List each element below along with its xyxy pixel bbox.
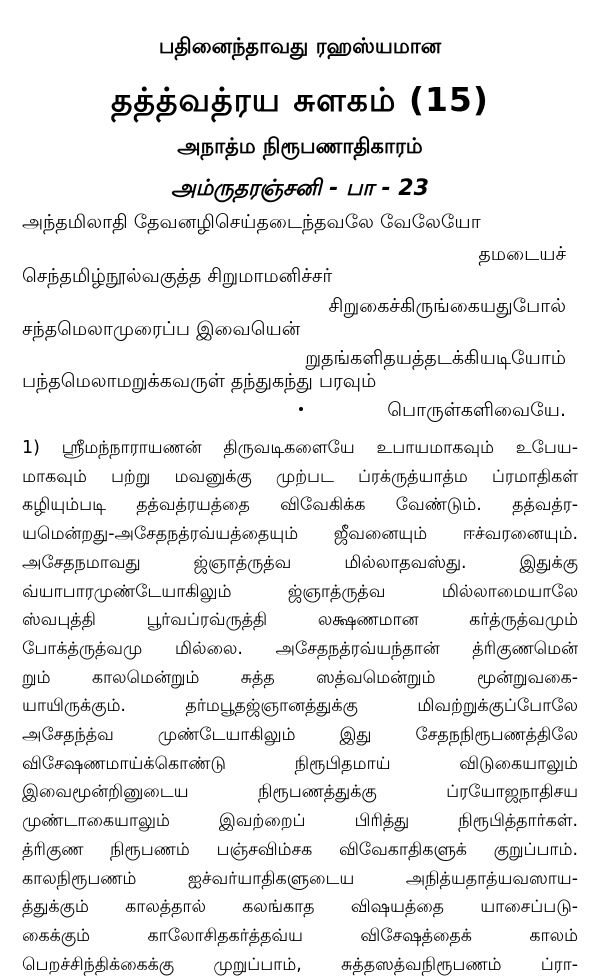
separator-dot xyxy=(299,407,303,411)
commentary-line: அசேதந்த்வ முண்டேயாகிலும் இது சேதநநிரூபணத்திலே xyxy=(22,725,578,746)
commentary-line: அசேதநமாவது ஜ்ஞாத்ருத்வ மில்லாதவஸ்து. இதுக்கு xyxy=(22,552,578,573)
commentary-line: யமென்றது-அசேதநத்ரவ்யத்தையும் ஜீவனையும் ஈச்வரனையும். xyxy=(22,524,578,545)
verse-line: அந்தமிலாதி தேவனழிசெய்தடைந்தவலே வேலேயோ xyxy=(22,211,481,233)
commentary-line: காலநிரூபணம் ஐச்வர்யாதிகளுடைய அநித்யதாத்யவஸாய- xyxy=(22,868,578,889)
section-heading: அநாத்ம நிரூபணாதிகாரம் xyxy=(177,134,423,158)
commentary-line: த்ரிகுண நிரூபணம் பஞ்சவிம்சக விவேகாதிகளுக் குறுப்பாம். xyxy=(22,839,578,860)
commentary-line: முண்டாகையாலும் இவற்றைப் பிரித்து நிரூபித்தார்கள். xyxy=(22,811,578,832)
commentary-line: இவைமூன்றினுடைய நிரூபணத்துக்கு ப்ரயோஜநாதிசய xyxy=(22,782,578,803)
commentary-line: கழியும்படி தத்வத்ரயத்தை விவேகிக்க வேண்டும். தத்வத்ர- xyxy=(22,495,578,516)
commentary-line: கைக்கும் காலோசிதகர்த்தவ்ய விசேஷத்தைக் காலம் xyxy=(22,925,578,946)
commentary-line: பெறச்சிந்திக்கைக்கு முறுப்பாம், சுத்தஸத்வநிரூபணம் ப்ரா- xyxy=(22,954,578,975)
commentary-line: றும் காலமென்றும் சுத்த ஸத்வமென்றும் மூன்றுவகை- xyxy=(22,667,578,688)
commentary-line: யாயிருக்கும். தர்மபூதஜ்ஞானத்துக்கு மிவற்றுக்குப்போலே xyxy=(22,696,578,717)
commentary-line: மாகவும் பற்று மவனுக்கு முற்பட ப்ரக்ருத்யாத்ம ப்ரமாதிகள் xyxy=(22,466,578,487)
raga-line: அம்ருதரஞ்சனி - பா - 23 xyxy=(171,176,429,201)
chapter-line: பதினைந்தாவது ரஹஸ்யமான xyxy=(158,34,442,58)
verse-line: பந்தமெலாமறுக்கவருள் தந்துகந்து பரவும் xyxy=(22,370,377,392)
verse-line: றுதங்களிதயத்தடக்கியடியோம் xyxy=(305,347,566,369)
verse-line: சந்தமெலாமுரைப்ப இவையென் xyxy=(22,318,301,340)
commentary-line: விசேஷணமாய்க்கொண்டு நிரூபிதமாய் விடுகையாலும் xyxy=(22,753,578,774)
verse-line: சிறுகைச்கிருங்கையதுபோல் xyxy=(328,295,566,317)
verse-line: பொருள்களிவையே. xyxy=(387,399,566,421)
commentary-line: வ்யாபாரமுண்டேயாகிலும் ஜ்ஞாத்ருத்வ மில்லாமையாலே xyxy=(22,581,578,602)
page-title: தத்த்வத்ரய சுளகம் (15) xyxy=(111,80,489,119)
commentary-line: போக்த்ருத்வமு மில்லை. அசேதநத்ரவ்யந்தான் த்ரிகுணமென் xyxy=(22,638,578,659)
commentary-paragraph xyxy=(22,434,578,979)
commentary-line: த்துக்கும் காலத்தால் கலங்காத விஷயத்தை யாசைப்படு- xyxy=(22,897,578,918)
verse-line: செந்தமிழ்நூல்வகுத்த சிறுமாமனிச்சர் xyxy=(22,265,333,287)
commentary-line: ஸ்வபுத்தி பூர்வப்ரவ்ருத்தி லக்ஷணமான கர்த்ருத்வமும் xyxy=(22,610,578,631)
verse-line: தமடையச் xyxy=(478,243,566,265)
commentary-line: 1) ஸ்ரீமந்நாராயணன் திருவடிகளையே உபாயமாகவும் உபேய- xyxy=(22,438,578,458)
